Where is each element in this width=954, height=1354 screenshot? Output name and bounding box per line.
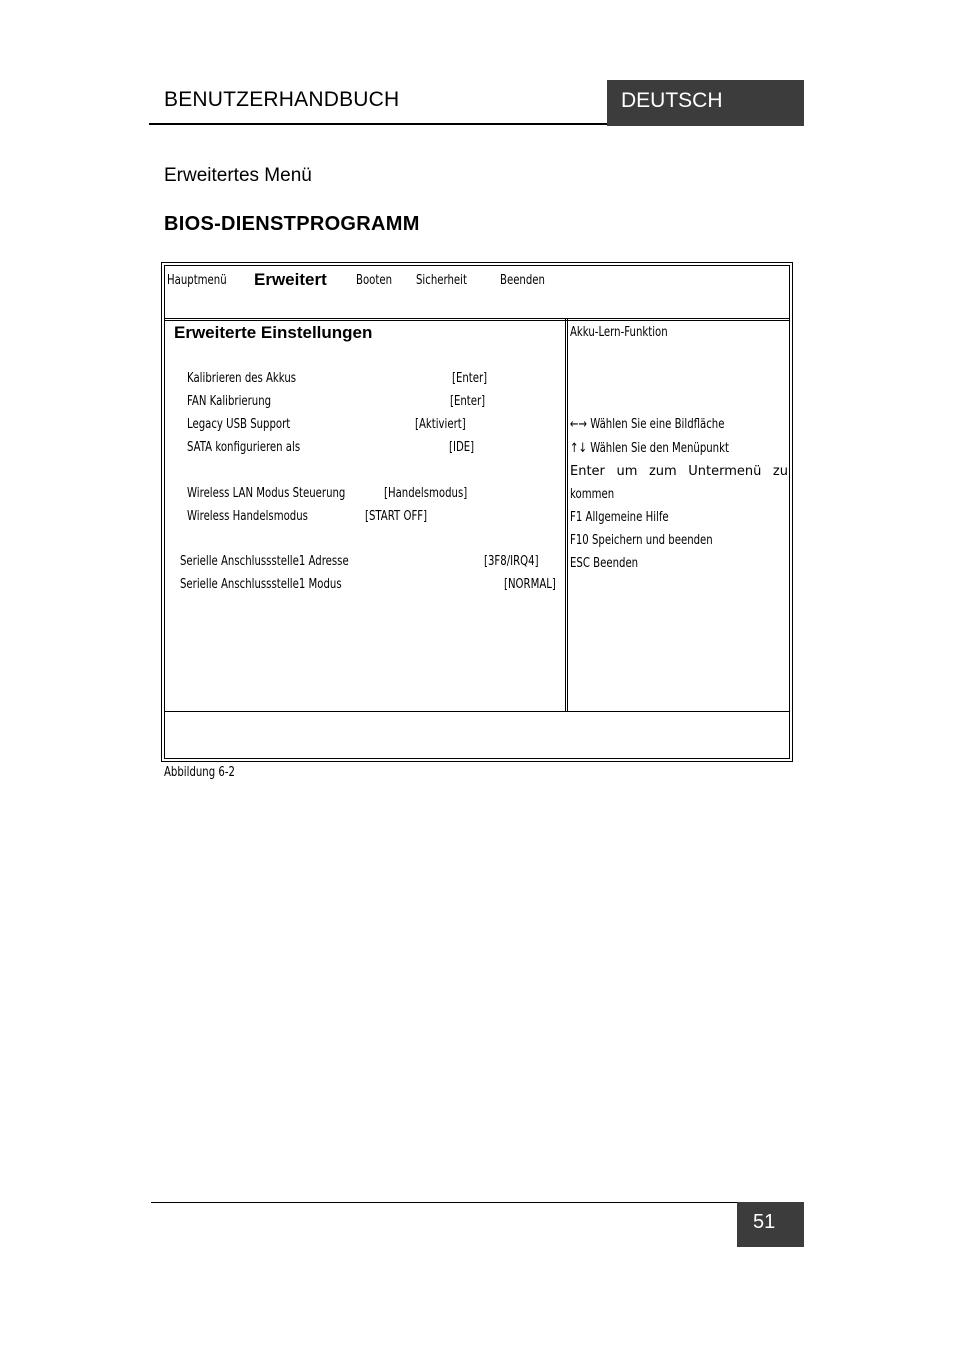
header-rule (149, 123, 609, 125)
value-wireless-handelsmodus[interactable]: [START OFF] (365, 509, 428, 524)
menubar-divider (164, 318, 790, 319)
option-sata[interactable]: SATA konfigurieren als (187, 440, 301, 455)
help-line-enter: Enter um zum Untermenü zu (570, 464, 788, 479)
help-title: Akku-Lern-Funktion (570, 325, 668, 340)
help-line-select-screen: ←→ Wählen Sie eine Bildfläche (570, 417, 725, 432)
language-label: DEUTSCH (621, 89, 723, 112)
option-wireless-lan-modus[interactable]: Wireless LAN Modus Steuerung (187, 486, 346, 501)
menu-beenden[interactable]: Beenden (500, 273, 545, 288)
option-wireless-handelsmodus[interactable]: Wireless Handelsmodus (187, 509, 308, 524)
footer-rule (151, 1202, 741, 1203)
menu-hauptmenu[interactable]: Hauptmenü (167, 273, 227, 288)
page-heading: BIOS-DIENSTPROGRAMM (164, 213, 420, 235)
header-title: BENUTZERHANDBUCH (164, 88, 400, 111)
menu-booten[interactable]: Booten (356, 273, 393, 288)
help-line-f1: F1 Allgemeine Hilfe (570, 510, 669, 525)
value-sata[interactable]: [IDE] (449, 440, 475, 455)
panel-divider (565, 319, 566, 712)
help-line-esc: ESC Beenden (570, 556, 639, 571)
value-kalibrieren-akkus[interactable]: [Enter] (452, 371, 488, 386)
help-line-f10: F10 Speichern und beenden (570, 533, 713, 548)
panel-divider-double (567, 319, 568, 712)
value-seriell-adresse[interactable]: [3F8/IRQ4] (484, 554, 539, 569)
figure-caption: Abbildung 6-2 (164, 765, 235, 780)
menu-sicherheit[interactable]: Sicherheit (416, 273, 467, 288)
page-number: 51 (753, 1211, 776, 1233)
panel-title: Erweiterte Einstellungen (174, 323, 373, 342)
option-fan-kalibrierung[interactable]: FAN Kalibrierung (187, 394, 272, 409)
option-legacy-usb[interactable]: Legacy USB Support (187, 417, 291, 432)
option-seriell-modus[interactable]: Serielle Anschlussstelle1 Modus (180, 577, 342, 592)
status-bar-divider (164, 711, 790, 712)
section-title: Erweitertes Menü (164, 165, 312, 186)
menu-erweitert[interactable]: Erweitert (254, 270, 327, 289)
help-line-select-item: ↑↓ Wählen Sie den Menüpunkt (570, 441, 729, 456)
value-fan-kalibrierung[interactable]: [Enter] (450, 394, 486, 409)
value-seriell-modus[interactable]: [NORMAL] (504, 577, 556, 592)
language-tab (607, 80, 804, 126)
page-number-box (737, 1202, 804, 1247)
help-line-kommen: kommen (570, 487, 615, 502)
option-kalibrieren-akkus[interactable]: Kalibrieren des Akkus (187, 371, 297, 386)
option-seriell-adresse[interactable]: Serielle Anschlussstelle1 Adresse (180, 554, 349, 569)
menubar-divider-double (164, 320, 790, 321)
value-wireless-lan-modus[interactable]: [Handelsmodus] (384, 486, 468, 501)
value-legacy-usb[interactable]: [Aktiviert] (415, 417, 466, 432)
